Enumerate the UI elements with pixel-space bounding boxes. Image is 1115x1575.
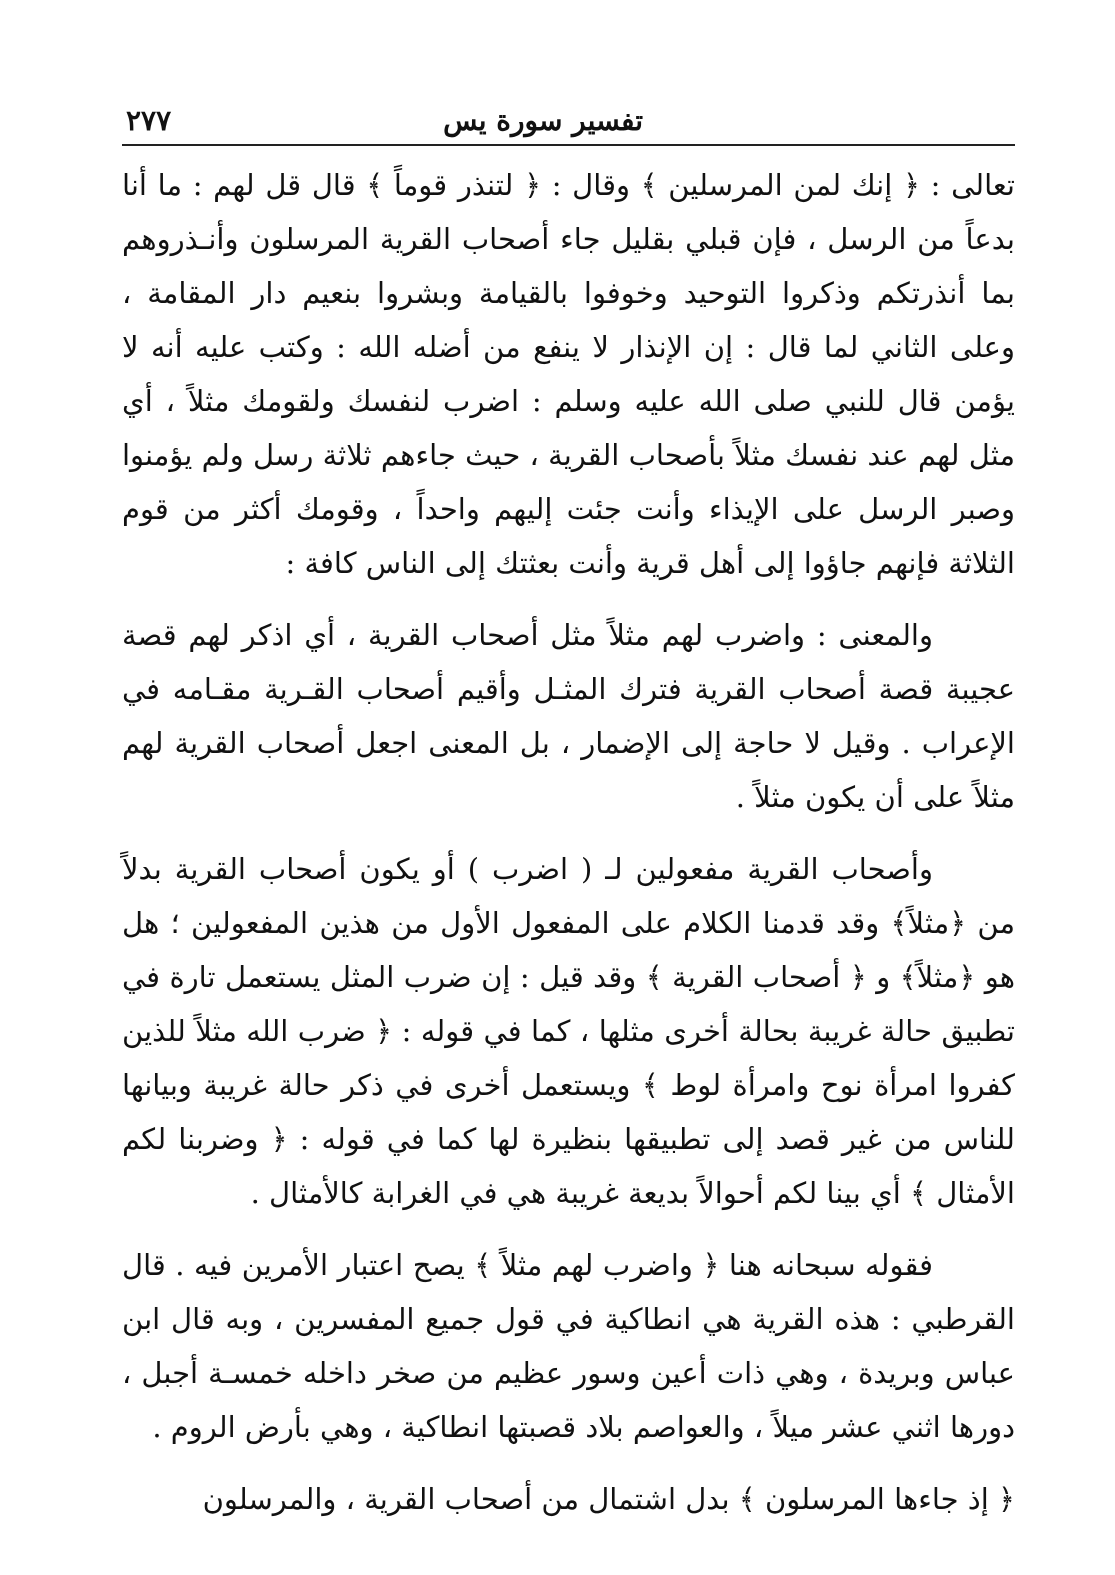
page-title: تفسير سورة يس [443, 104, 643, 137]
page-header [122, 100, 1015, 146]
paragraph-1: تعالى : ﴿ إنك لمن المرسلين ﴾ وقال : ﴿ لتنذر قوماً ﴾ قال قل لهم : ما أنا بدعاً من الرسل ، فإن قبلي بقليل جاء أصحاب القرية المرسلون وأنـذروهم بما أنذرتكم وذكروا التوحيد وخوفوا بالقيامة وبشروا بنعيم دار المقامة ، وعلى الثاني لما قال : إن الإنذار لا ينفع من أضله الله : وكتب عليه أنه لا يؤمن قال للنبي صلى الله عليه وسلم : اضرب لنفسك ولقومك مثلاً ، أي مثل لهم عند نفسك مثلاً بأصحاب القرية ، حيث جاءهم ثلاثة رسل ولم يؤمنوا وصبر الرسل على الإيذاء وأنت جئت إليهم واحداً ، وقومك أكثر من قوم الثلاثة فإنهم جاؤوا إلى أهل قرية وأنت بعثتك إلى الناس كافة : [122, 168, 1015, 580]
paragraph-4: فقوله سبحانه هنا ﴿ واضرب لهم مثلاً ﴾ يصح اعتبار الأمرين فيه . قال القرطبي : هذه القرية هي انطاكية في قول جميع المفسرين ، وبه قال ابن عباس وبريدة ، وهي ذات أعين وسور عظيم من صخر داخله خمسـة أجبل ، دورها اثني عشر ميلاً ، والعواصم بلاد قصبتها انطاكية ، وهي بأرض الروم . [122, 1248, 1015, 1444]
page-number: ٢٧٧ [126, 104, 172, 137]
paragraph-2: والمعنى : واضرب لهم مثلاً مثل أصحاب القرية ، أي اذكر لهم قصة عجيبة قصة أصحاب القرية فترك المثـل وأقيم أصحاب القـرية مقـامه في الإعراب . وقيل لا حاجة إلى الإضمار ، بل المعنى اجعل أصحاب القرية لهم مثلاً على أن يكون مثلاً . [122, 618, 1015, 814]
paragraph-3: وأصحاب القرية مفعولين لـ ( اضرب ) أو يكون أصحاب القرية بدلاً من ﴿مثلاً﴾ وقد قدمنا الكلام على المفعول الأول من هذين المفعولين ؛ هل هو ﴿مثلاً﴾ و ﴿ أصحاب القرية ﴾ وقد قيل : إن ضرب المثل يستعمل تارة في تطبيق حالة غريبة بحالة أخرى مثلها ، كما في قوله : ﴿ ضرب الله مثلاً للذين كفروا امرأة نوح وامرأة لوط ﴾ ويستعمل أخرى في ذكر حالة غريبة وبيانها للناس من غير قصد إلى تطبيقها بنظيرة لها كما في قوله : ﴿ وضربنا لكم الأمثال ﴾ أي بينا لكم أحوالاً بديعة غريبة هي في الغرابة كالأمثال . [122, 852, 1015, 1210]
body-text [122, 158, 1015, 1544]
paragraph-5: ﴿ إذ جاءها المرسلون ﴾ بدل اشتمال من أصحاب القرية ، والمرسلون [202, 1482, 1015, 1516]
